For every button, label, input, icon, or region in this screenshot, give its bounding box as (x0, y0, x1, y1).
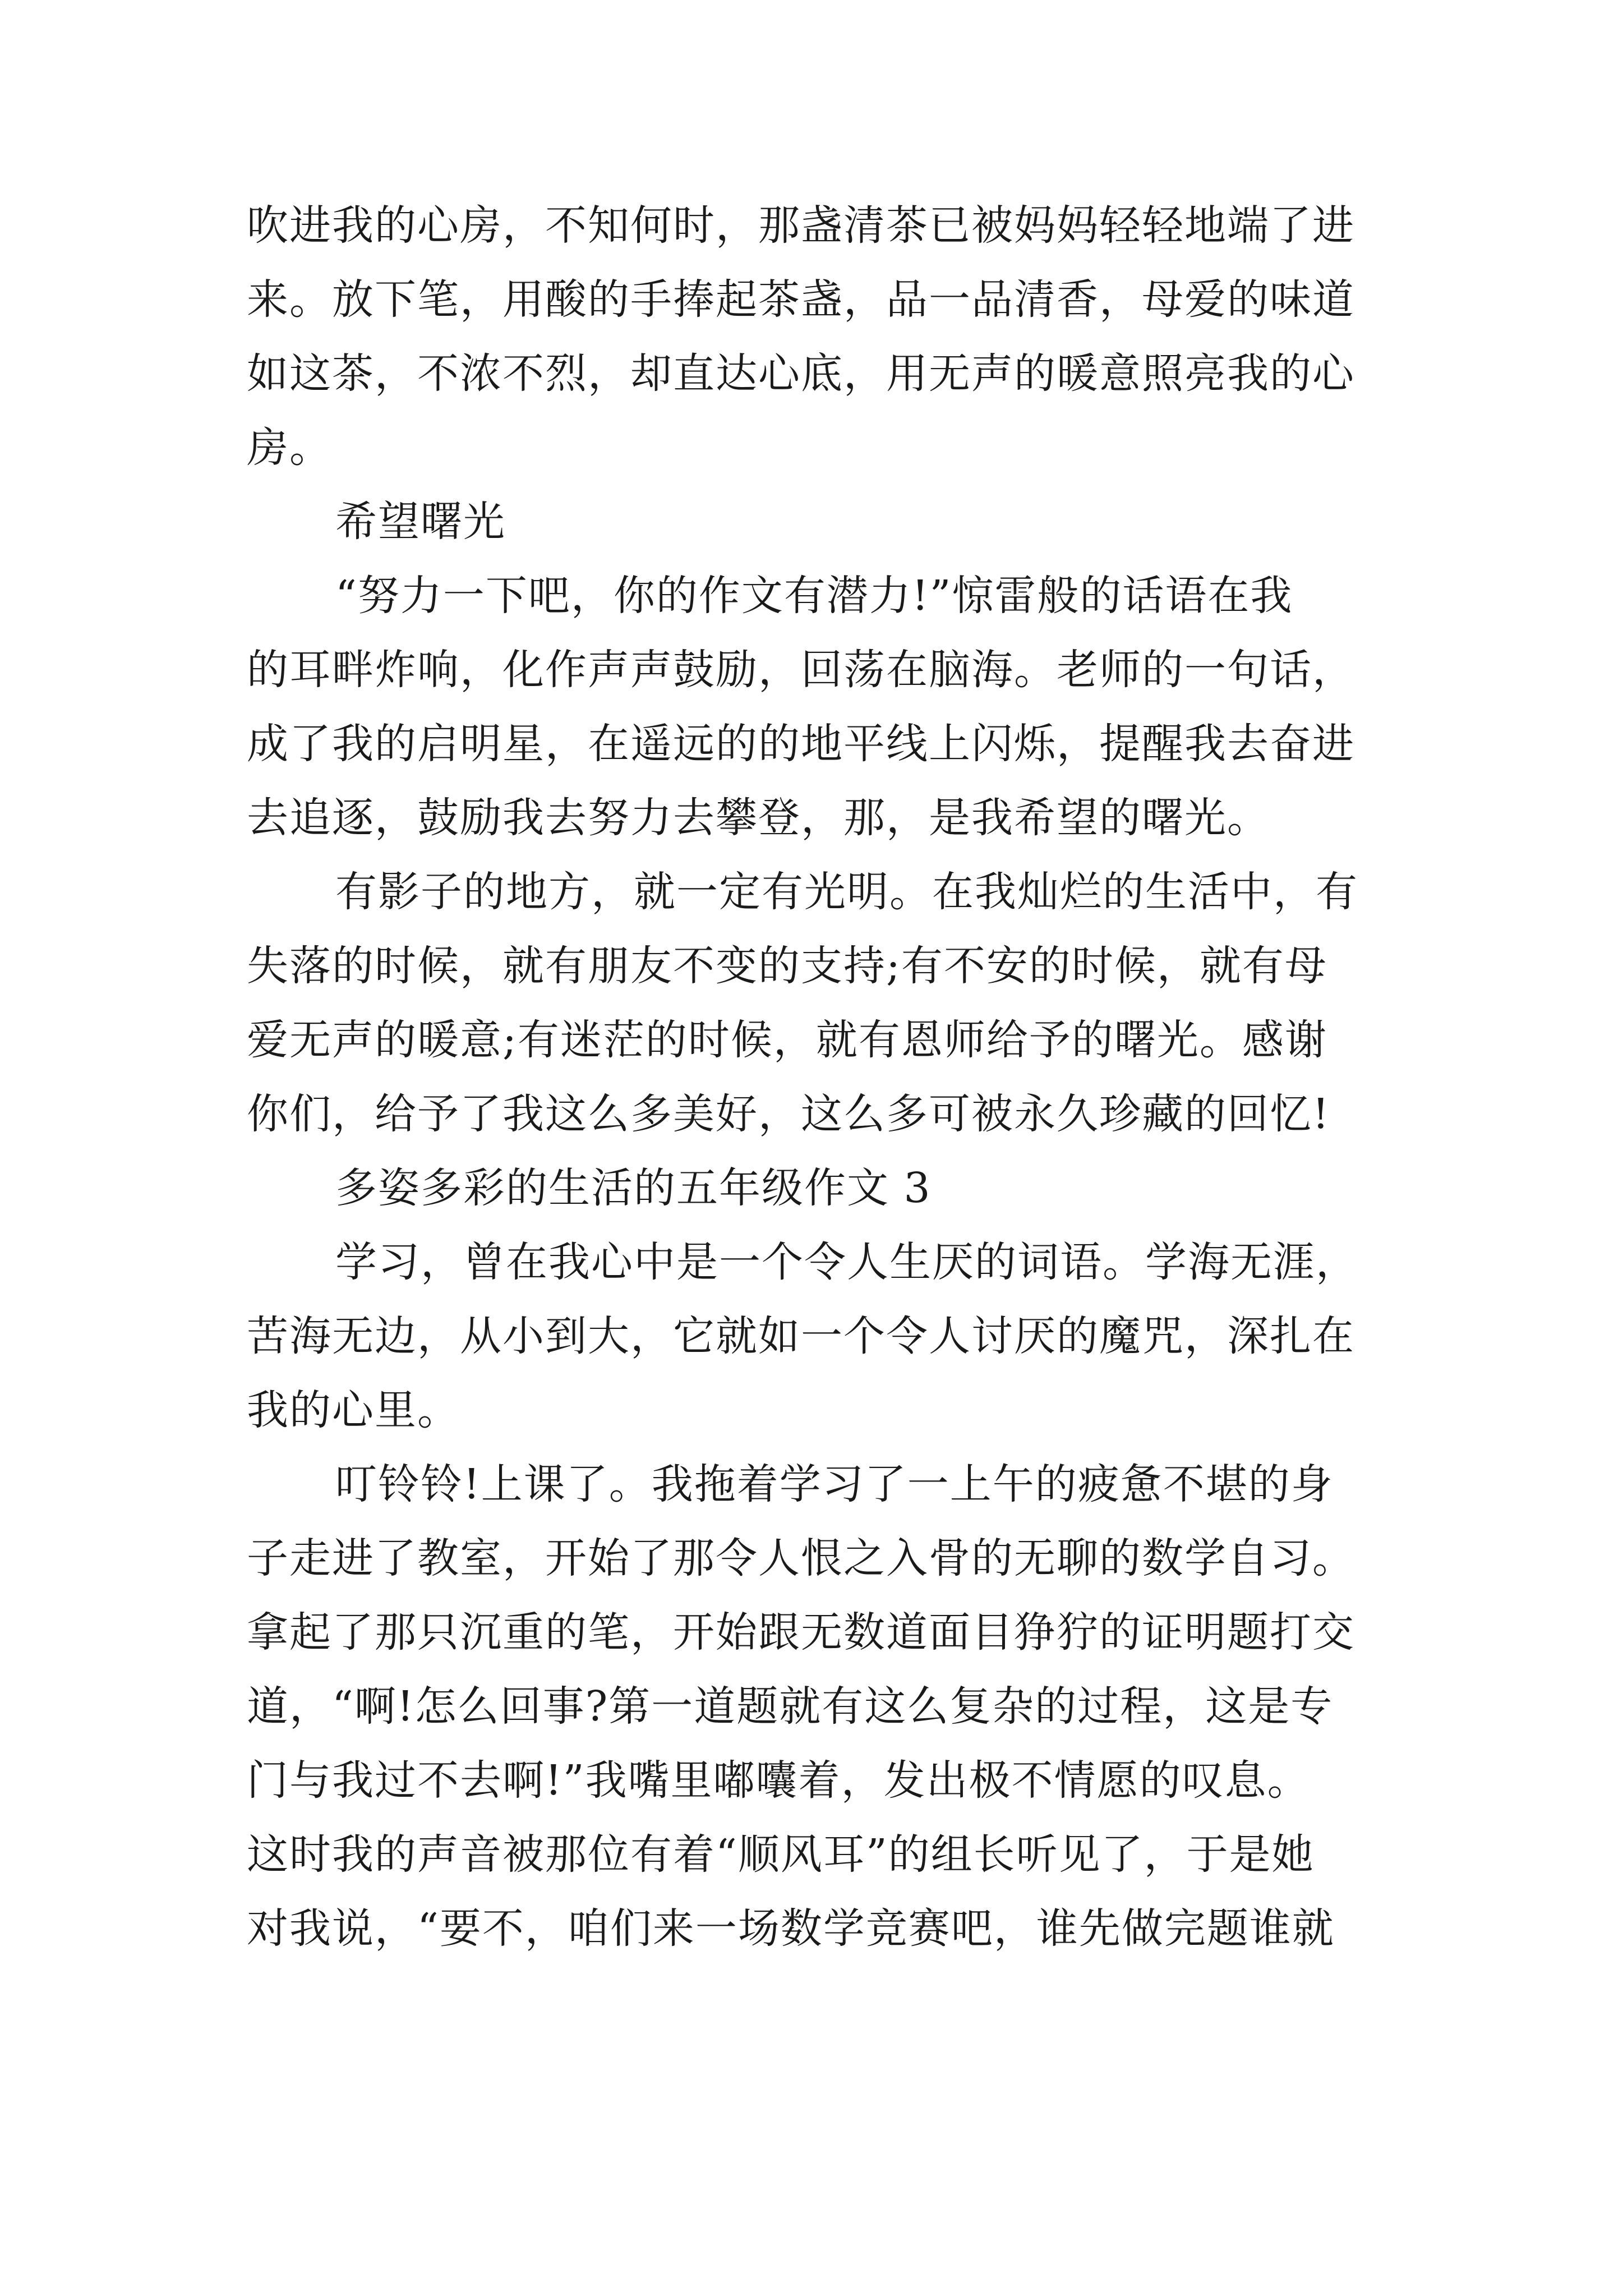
text-line: 房。 (247, 424, 332, 472)
text-line: 叮铃铃!上课了。我拖着学习了一上午的疲惫不堪的身 (335, 1460, 1334, 1508)
text-line: 这时我的声音被那位有着“顺风耳”的组长听见了，于是她 (247, 1830, 1315, 1879)
section-heading: 希望曙光 (335, 498, 506, 546)
text-line: 失落的时候，就有朋友不变的支持;有不安的时候，就有母 (247, 942, 1327, 990)
text-line: 成了我的启明星，在遥远的的地平线上闪烁，提醒我去奋进 (247, 720, 1355, 768)
text-line: 对我说，“要不，咱们来一场数学竞赛吧，谁先做完题谁就 (247, 1904, 1335, 1953)
text-line: 如这茶，不浓不烈，却直达心底，用无声的暖意照亮我的心 (247, 349, 1355, 398)
text-line: 吹进我的心房，不知何时，那盏清茶已被妈妈轻轻地端了进 (247, 201, 1355, 250)
text-line: 你们，给予了我这么多美好，这么多可被永久珍藏的回忆! (247, 1090, 1330, 1138)
text-line: 我的心里。 (247, 1386, 460, 1434)
text-line: 来。放下笔，用酸的手捧起茶盏，品一品清香，母爱的味道 (247, 275, 1355, 324)
text-line: 道，“啊!怎么回事?第一道题就有这么复杂的过程，这是专 (247, 1682, 1334, 1731)
text-line: 有影子的地方，就一定有光明。在我灿烂的生活中，有 (335, 868, 1358, 916)
text-line: “努力一下吧，你的作文有潜力!”惊雷般的话语在我 (335, 572, 1293, 620)
text-line: 的耳畔炸响，化作声声鼓励，回荡在脑海。老师的一句话， (247, 646, 1355, 694)
section-heading: 多姿多彩的生活的五年级作文 3 (335, 1164, 932, 1212)
text-line: 学习，曾在我心中是一个令人生厌的词语。学海无涯， (335, 1238, 1358, 1286)
text-line: 子走进了教室，开始了那令人恨之入骨的无聊的数学自习。 (247, 1534, 1355, 1582)
text-line: 门与我过不去啊!”我嘴里嘟囔着，发出极不情愿的叹息。 (247, 1756, 1310, 1805)
text-line: 苦海无边，从小到大，它就如一个令人讨厌的魔咒，深扎在 (247, 1312, 1355, 1360)
text-line: 拿起了那只沉重的笔，开始跟无数道面目狰狞的证明题打交 (247, 1608, 1355, 1657)
text-line: 爱无声的暖意;有迷茫的时候，就有恩师给予的曙光。感谢 (247, 1016, 1327, 1064)
text-line: 去追逐，鼓励我去努力去攀登，那，是我希望的曙光。 (247, 794, 1270, 842)
